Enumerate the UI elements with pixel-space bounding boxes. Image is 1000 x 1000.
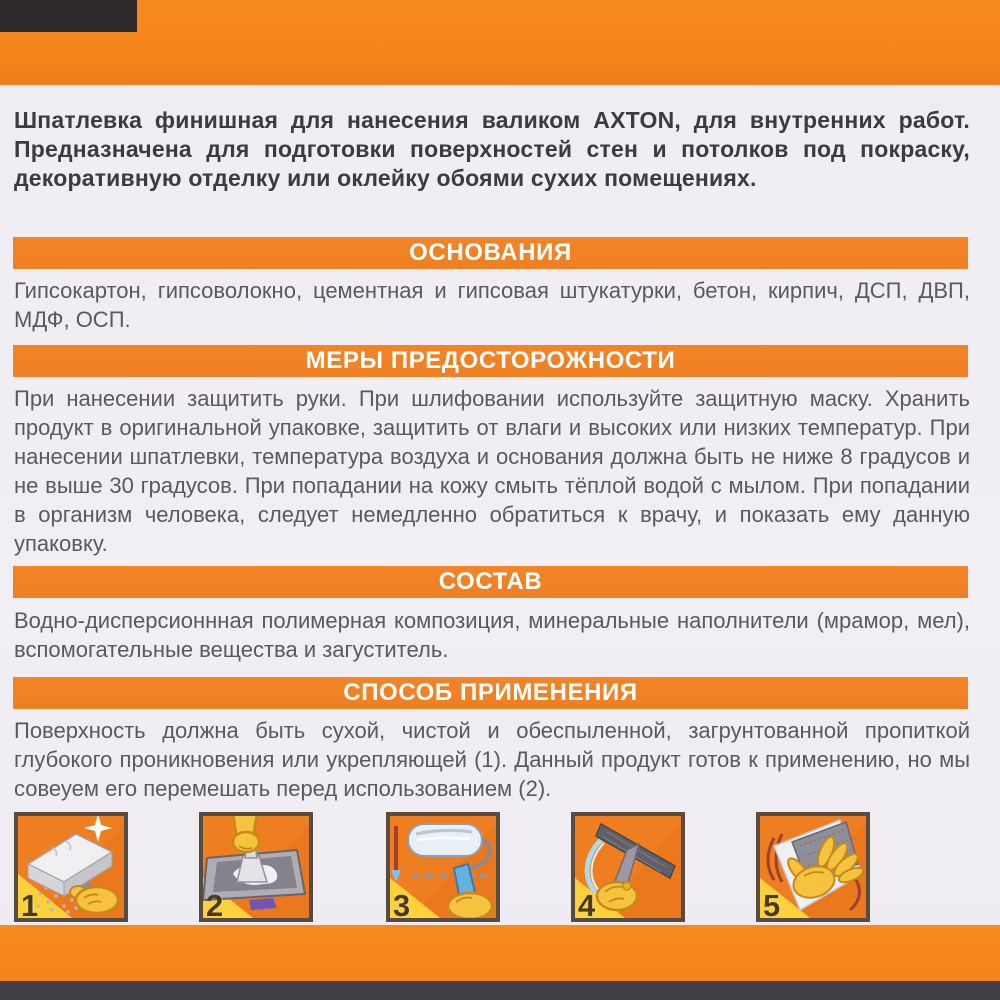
step-tile-1	[14, 812, 128, 922]
section-title: МЕРЫ ПРЕДОСТОРОЖНОСТИ	[305, 347, 676, 374]
step-tile-4	[571, 812, 685, 922]
section-body-bases: Гипсокартон, гипсоволокно, цементная и гипсовая штукатурки, бетон, кирпич, ДСП, ДВП, МДФ, ОСП.	[14, 278, 970, 332]
section-header-precautions	[13, 345, 968, 377]
section-title: СПОСОБ ПРИМЕНЕНИЯ	[343, 679, 638, 706]
section-body-application: Поверхность должна быть сухой, чистой и обеспыленной, загрунтованной пропиткой глубокого проникновения или укрепляющей (1). Данный продукт готов к применению, но мы совеуем его перемешать перед использованием (2).	[14, 718, 970, 801]
step-number: 2	[206, 888, 224, 923]
section-body-precautions: При нанесении защитить руки. При шлифовании используйте защитную маску. Хранить продукт в оригинальной упаковке, защитить от влаги и высоких или низких температур. При нанесении шпатлевки, температура воздуха и основания должна быть не ниже 8 градусов и не выше 30 градусов. При попадании на кожу смыть тёплой водой с мылом. При попадании в организм человека, следует немедленно обратиться к врачу, и показать ему данную упаковку.	[14, 386, 970, 556]
step-tile-5	[756, 812, 870, 922]
section-title: СОСТАВ	[438, 568, 543, 595]
step-tile-2	[199, 812, 313, 922]
step-number: 5	[763, 888, 781, 923]
step-number: 3	[393, 888, 411, 923]
top-orange-band	[0, 0, 1000, 85]
step-number: 4	[578, 888, 596, 923]
bottom-orange-band	[0, 925, 1000, 981]
package-edge-dark-corner	[0, 0, 137, 32]
step-tile-3	[386, 812, 500, 922]
step-number: 1	[21, 888, 39, 923]
product-description: Шпатлевка финишная для нанесения валиком AXTON, для внутренних работ. Предназначена для подготовки поверхностей стен и потолков под покраску, декоративную отделку или оклейку обоями сухих помещениях.	[14, 107, 970, 191]
section-title: ОСНОВАНИЯ	[409, 239, 572, 266]
section-body-composition: Водно-дисперсионнная полимерная композиция, минеральные наполнители (мрамор, мел), вспомогательные вещества и загуститель.	[14, 608, 970, 662]
section-header-composition	[13, 566, 968, 598]
section-header-bases	[13, 237, 968, 269]
section-header-application	[13, 677, 968, 709]
bottom-dark-band	[0, 981, 1000, 1000]
